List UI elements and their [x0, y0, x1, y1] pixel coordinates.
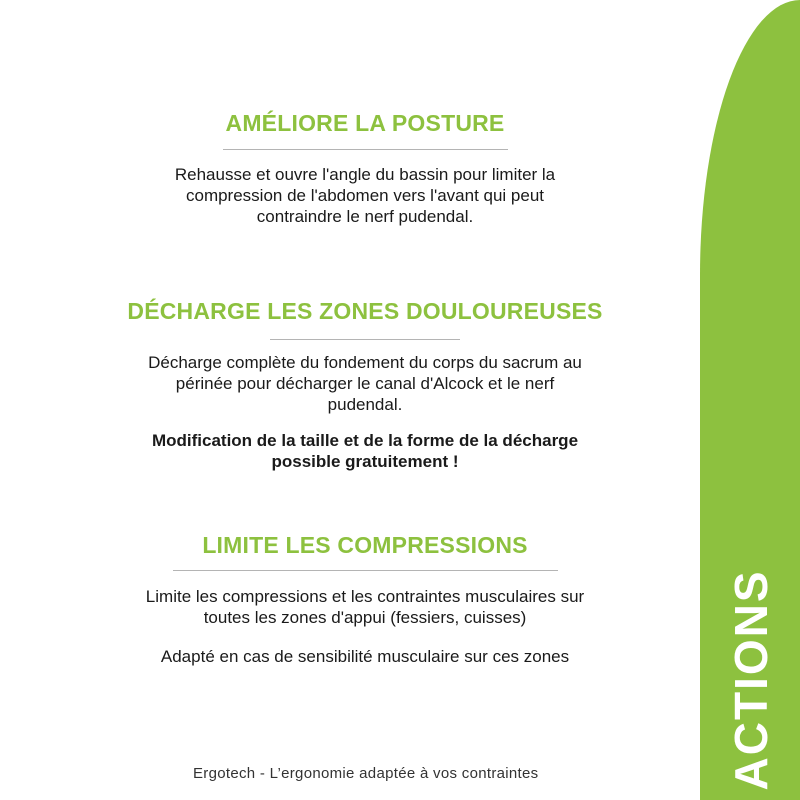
body-line: Rehausse et ouvre l'angle du bassin pour limiter la — [174, 165, 556, 184]
section-posture — [95, 110, 635, 227]
section-title: AMÉLIORE LA POSTURE — [225, 110, 505, 136]
body-line: compression de l'abdomen vers l'avant qui peut — [185, 186, 545, 205]
body-line: périnée pour décharger le canal d'Alcock et le nerf — [175, 374, 555, 393]
body-line: Limite les compressions et les contraintes musculaires sur — [145, 587, 585, 606]
section-title: LIMITE LES COMPRESSIONS — [202, 532, 528, 558]
divider — [173, 570, 558, 571]
section-decharge — [95, 298, 635, 472]
body-line: pudendal. — [327, 395, 403, 414]
section-compressions — [95, 532, 635, 667]
footer-tagline: Ergotech - L’ergonomie adaptée à vos contraintes — [193, 765, 539, 782]
body-line: toutes les zones d'appui (fessiers, cuisses) — [203, 608, 527, 627]
divider — [270, 339, 460, 340]
body-line: contraindre le nerf pudendal. — [256, 207, 474, 226]
bold-line: possible gratuitement ! — [271, 452, 459, 471]
body-line: Décharge complète du fondement du corps du sacrum au — [148, 353, 582, 372]
side-title: ACTIONS — [725, 569, 777, 791]
bold-line: Modification de la taille et de la forme de la décharge — [151, 431, 579, 450]
body-line: Adapté en cas de sensibilité musculaire sur ces zones — [160, 647, 570, 666]
section-title: DÉCHARGE LES ZONES DOULOUREUSES — [127, 298, 603, 324]
divider — [223, 149, 508, 150]
